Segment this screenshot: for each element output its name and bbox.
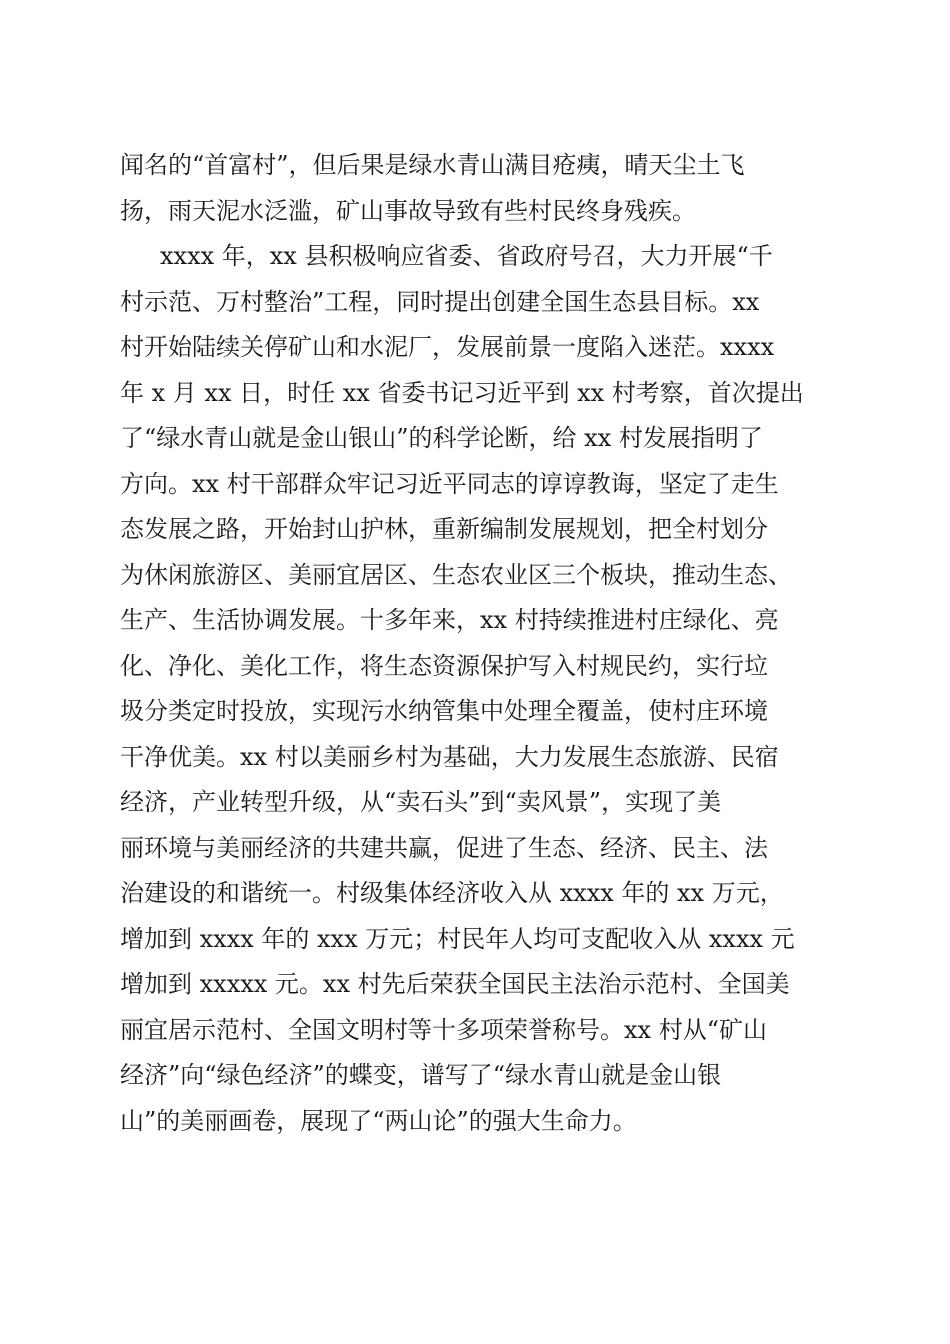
text-line: 干净优美。xx 村以美丽乡村为基础，大力发展生态旅游、民宿 bbox=[120, 742, 779, 771]
text-line: 治建设的和谐统一。村级集体经济收入从 xxxx 年的 xx 万元， bbox=[120, 879, 784, 907]
text-line: 村示范、万村整治”工程，同时提出创建全国生态县目标。xx bbox=[120, 287, 760, 316]
text-line: 化、净化、美化工作，将生态资源保护写入村规民约，实行垃 bbox=[120, 651, 768, 680]
text-line: 为休闲旅游区、美丽宜居区、生态农业区三个板块，推动生态、 bbox=[120, 560, 792, 589]
text-line: 扬，雨天泥水泛滥，矿山事故导致有些村民终身残疾。 bbox=[120, 196, 696, 225]
text-line: 方向。xx 村干部群众牢记习近平同志的谆谆教诲，坚定了走生 bbox=[120, 469, 779, 498]
text-line: 态发展之路，开始封山护林，重新编制发展规划，把全村划分 bbox=[120, 515, 768, 543]
text-line: 年 x 月 xx 日，时任 xx 省委书记习近平到 xx 村考察，首次提出 bbox=[120, 378, 804, 407]
text-line: 经济，产业转型升级，从“卖石头”到“卖风景”，实现了美 bbox=[120, 788, 722, 816]
text-line: 村开始陆续关停矿山和水泥厂，发展前景一度陷入迷茫。xxxx bbox=[120, 333, 775, 361]
text-line: 山”的美丽画卷，展现了“两山论”的强大生命力。 bbox=[120, 1106, 637, 1135]
text-line: 增加到 xxxx 年的 xxx 万元；村民年人均可支配收入从 xxxx 元 bbox=[120, 924, 795, 953]
text-line: 丽环境与美丽经济的共建共赢，促进了生态、经济、民主、法 bbox=[120, 833, 768, 862]
body-text bbox=[120, 143, 850, 1144]
paragraph-start-line: xxxx 年，xx 县积极响应省委、省政府号召，大力开展“千 bbox=[160, 242, 773, 270]
text-line: 增加到 xxxxx 元。xx 村先后荣获全国民主法治示范村、全国美 bbox=[120, 970, 790, 998]
text-line: 生产、生活协调发展。十多年来，xx 村持续推进村庄绿化、亮 bbox=[120, 606, 779, 634]
text-line: 圾分类定时投放，实现污水纳管集中处理全覆盖，使村庄环境 bbox=[120, 697, 768, 725]
text-line: 了“绿水青山就是金山银山”的科学论断，给 xx 村发展指明了 bbox=[120, 424, 763, 452]
text-line: 经济”向“绿色经济”的蝶变，谱写了“绿水青山就是金山银 bbox=[120, 1061, 722, 1089]
text-line: 闻名的“首富村”，但后果是绿水青山满目疮痍，晴天尘土飞 bbox=[120, 151, 745, 179]
text-line: 丽宜居示范村、全国文明村等十多项荣誉称号。xx 村从“矿山 bbox=[120, 1015, 767, 1044]
